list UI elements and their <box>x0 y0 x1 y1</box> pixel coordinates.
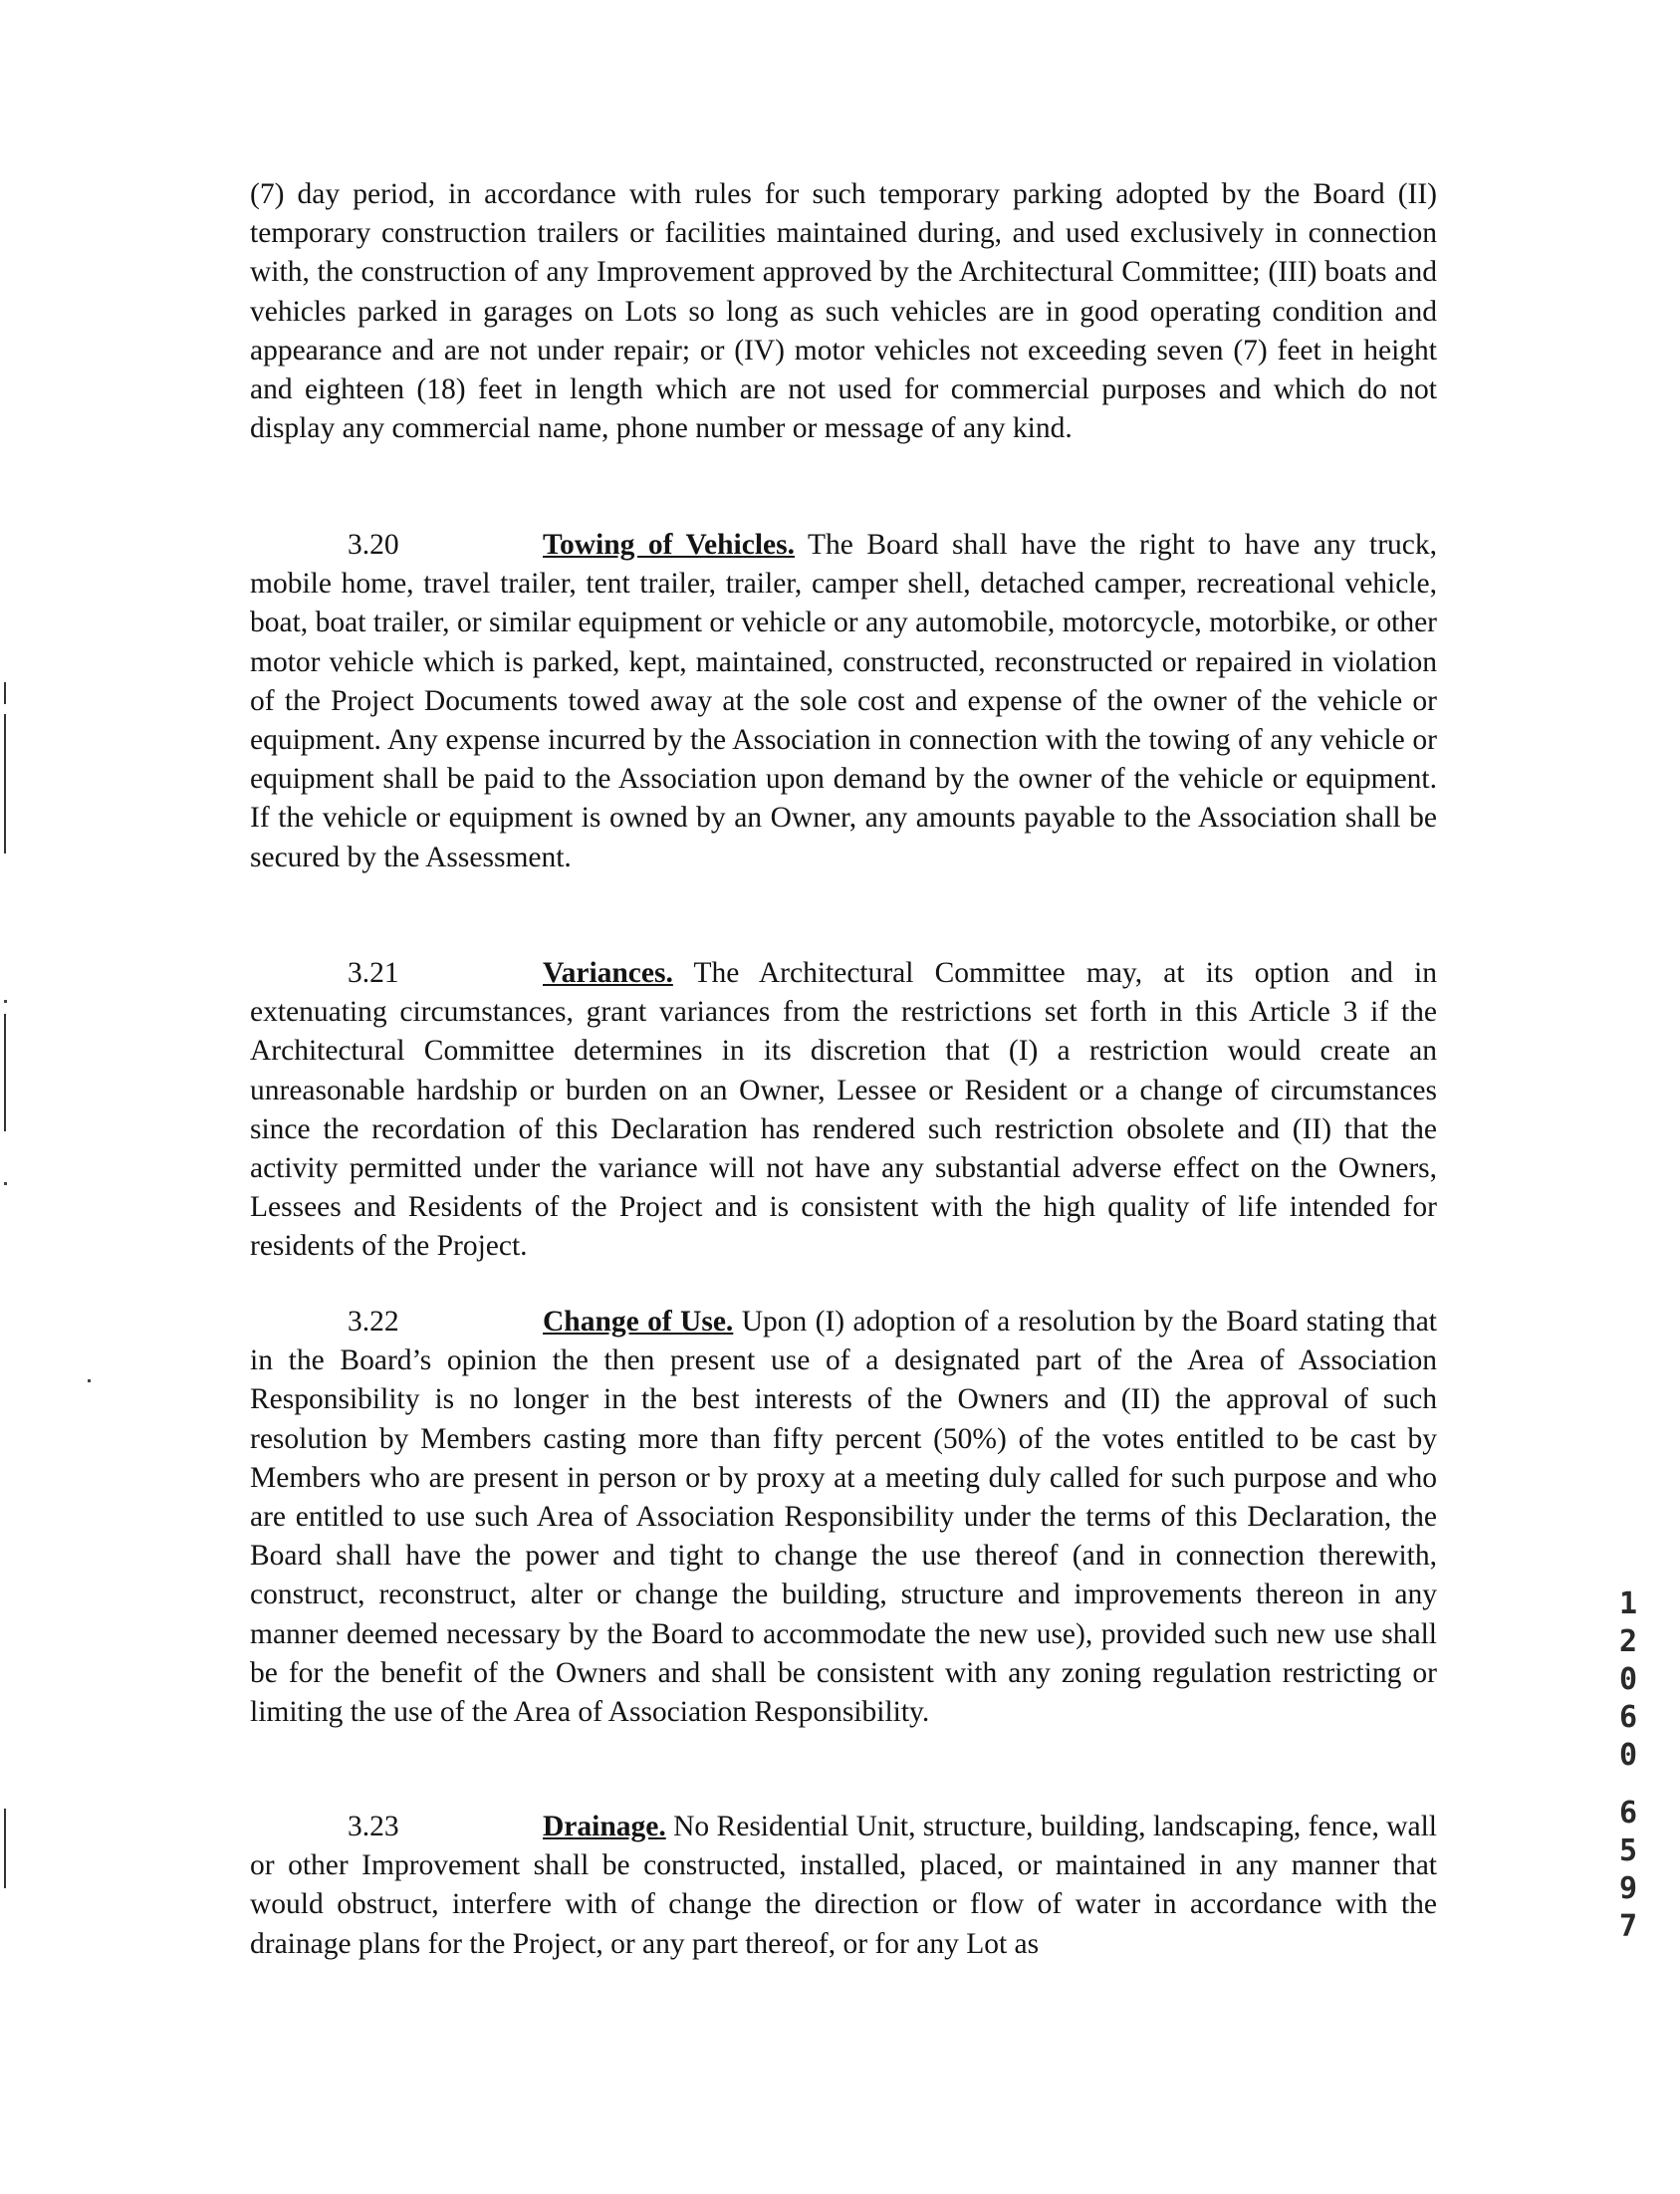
section-3-22 <box>250 1303 1437 1732</box>
paragraph-text: The Board shall have the right to have any truck, mobile home, travel trailer, tent trailer, trailer, camper shell, detached camper, recreational vehicle, boat, boat trailer, or similar equipment or vehicle or any automobile, motorcycle, motorbike, or other motor vehicle which is parked, kept, maintained, constructed, reconstructed or repaired in violation of the Project Documents towed away at the sole cost and expense of the owner of the vehicle or equipment. Any expense incurred by the Association in connection with the towing of any vehicle or equipment shall be paid to the Association upon demand by the owner of the vehicle or equipment. If the vehicle or equipment is owned by an Owner, any amounts payable to the Association shall be secured by the Assessment. <box>250 529 1438 873</box>
section-heading: Change of Use. <box>543 1306 734 1338</box>
margin-revision-bar <box>4 714 6 853</box>
paragraph-text: Upon (I) adoption of a resolution by the Board stating that in the Board’s opinion the then present use of a designated part of the Area of Association Responsibility is no longer in the best interests of the Owners and (II) the approval of such resolution by Members casting more than fifty percent (50%) of the votes entitled to be cast by Members who are present in person or by proxy at a meeting duly called for such purpose and who are entitled to use such Area of Association Responsibility under the terms of this Declaration, the Board shall have the power and tight to change the use thereof (and in connection therewith, construct, reconstruct, alter or change the building, structure and improvements thereon in any manner deemed necessary by the Board to accommodate the new use), provided such new use shall be for the benefit of the Owners and shall be consistent with any zoning regulation restricting or limiting the use of the Area of Association Responsibility. <box>250 1306 1437 1729</box>
margin-revision-bar <box>4 1809 6 1888</box>
section-heading: Drainage. <box>543 1811 666 1842</box>
recording-digit: 6 <box>1618 1700 1638 1735</box>
margin-revision-bar <box>4 1014 6 1131</box>
section-heading: Variances. <box>543 957 673 989</box>
margin-dot <box>4 1182 7 1185</box>
recording-gap <box>1613 1775 1643 1795</box>
section-number: 3.21 <box>348 957 399 989</box>
recording-digit: 7 <box>1618 1909 1638 1944</box>
paragraph-continuation <box>250 175 1437 448</box>
paragraph-text: (7) day period, in accordance with rules for such temporary parking adopted by the Board (II) temporary construction trailers or facilities maintained during, and used exclusively in connection with, the construction of any Improvement approved by the Architectural Committee; (III) boats and vehicles parked in garages on Lots so long as such vehicles are in good operating condition and appearance and are not under repair; or (IV) motor vehicles not exceeding seven (7) feet in height and eighteen (18) feet in length which are not used for commercial purposes and which do not display any commercial name, phone number or message of any kind. <box>250 178 1437 445</box>
recording-digit: 9 <box>1618 1871 1638 1906</box>
section-heading: Towing of Vehicles. <box>543 529 795 561</box>
margin-dot <box>4 1000 7 1003</box>
recording-digit: 0 <box>1618 1738 1638 1773</box>
section-number: 3.22 <box>348 1306 399 1338</box>
recording-digit: 1 <box>1618 1586 1638 1621</box>
margin-revision-bar <box>4 682 6 704</box>
paragraph-text: No Residential Unit, structure, building, landscaping, fence, wall or other Improvement shall be constructed, installed, placed, or maintained in any manner that would obstruct, interfere with of change the direction or flow of water in accordance with the drainage plans for the Project, or any part thereof, or for any Lot as <box>250 1811 1437 1960</box>
section-3-20 <box>250 526 1437 877</box>
recording-digit: 5 <box>1618 1833 1638 1868</box>
recording-digit: 6 <box>1618 1796 1638 1830</box>
margin-dot <box>88 1379 91 1382</box>
recording-number <box>1613 1585 1643 1946</box>
recording-digit: 2 <box>1618 1624 1638 1659</box>
section-number: 3.23 <box>348 1811 399 1842</box>
section-3-21 <box>250 954 1437 1267</box>
section-number: 3.20 <box>348 529 399 561</box>
recording-digit: 0 <box>1618 1662 1638 1697</box>
section-3-23 <box>250 1808 1437 1964</box>
paragraph-text: The Architectural Committee may, at its option and in extenuating circumstances, grant variances from the restrictions set forth in this Article 3 if the Architectural Committee determines in its discretion that (I) a restriction would create an unreasonable hardship or burden on an Owner, Lessee or Resident or a change of circumstances since the recordation of this Declaration has rendered such restriction obsolete and (II) that the activity permitted under the variance will not have any substantial adverse effect on the Owners, Lessees and Residents of the Project and is consistent with the high quality of life intended for residents of the Project. <box>250 957 1437 1263</box>
